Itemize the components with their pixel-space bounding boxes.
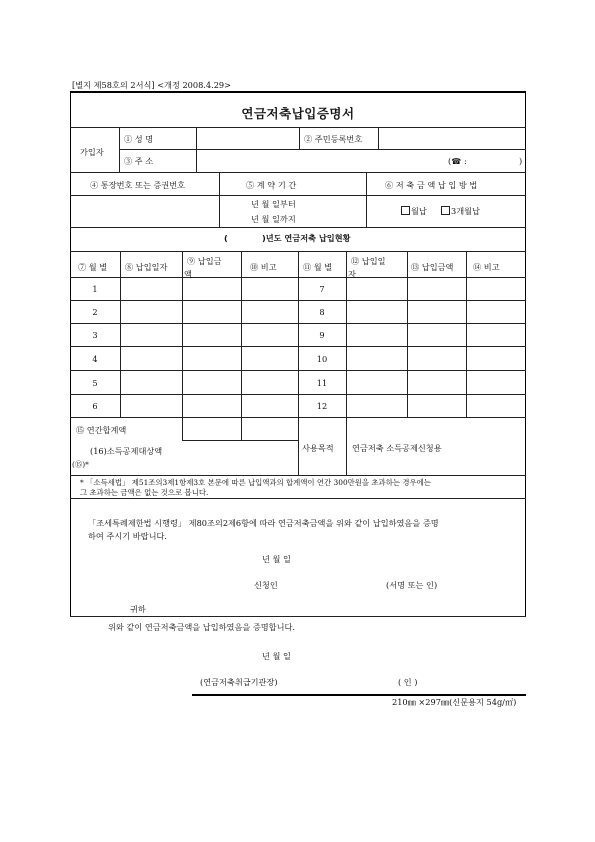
header-note-right: ⑭ 비고 [473, 262, 500, 272]
header-date-right-wrap: 자 [348, 269, 356, 279]
request-date: 년 월 일 [262, 554, 291, 564]
monthly-label: 월납 [411, 206, 427, 216]
header-month-left: ⑦ 월 별 [78, 262, 108, 272]
rule-rrn-left [299, 127, 300, 149]
rule-contract-col1 [219, 172, 220, 227]
month-cell: 5 [92, 378, 98, 388]
header-amount-right: ⑬ 납입금액 [411, 262, 454, 272]
certify-text: 위와 같이 연금저축금액을 납입하였음을 증명합니다. [108, 622, 296, 632]
form-header-note: [별지 제58호의 2서식] <개정 2008.4.29> [72, 80, 231, 90]
month-cell: 3 [92, 330, 98, 340]
period-to: 년 월 일까지 [251, 214, 296, 224]
section-title-open: ( [224, 233, 228, 243]
institution-label: (연금저축취급기관장) [200, 677, 278, 687]
header-date-left: ⑧ 납입일자 [125, 262, 168, 272]
rule-total-mid [182, 440, 298, 441]
deduction-prefix: (⑮)* [72, 460, 89, 469]
footnote-line-1: * 「소득세법」 제51조의3제1항제3호 본문에 따른 납입액과의 합계액이 연간 300만원을 초과하는 경우에는 [80, 478, 431, 487]
header-amount-left-wrap: 액 [184, 269, 192, 279]
rule-total-bottom [70, 475, 526, 476]
frame-top [70, 91, 526, 93]
phone-label: (☎ : [448, 156, 467, 166]
applicant-field[interactable] [298, 576, 378, 590]
header-amount-left: ⑨ 납입금 [187, 256, 222, 266]
checkbox-icon[interactable] [401, 206, 410, 215]
rule-rrn-right [378, 127, 379, 149]
frame-right [525, 91, 526, 617]
month-cell: 10 [316, 354, 328, 364]
applicant-label: 신청인 [254, 580, 278, 590]
month-cell: 2 [92, 307, 98, 317]
deduction-label: (16)소득공제대상액 [90, 446, 163, 456]
month-cell: 9 [319, 330, 325, 340]
month-cell: 12 [316, 401, 328, 411]
annual-total-label: ⑮ 연간합계액 [76, 425, 127, 435]
paper-size-note: 210㎜ ×297㎜(신문용지 54g/㎡) [392, 697, 517, 707]
rule-col-7 [466, 251, 467, 417]
month-cell: 7 [319, 284, 325, 294]
section-title: )년도 연금저축 납입현황 [262, 233, 351, 243]
subscriber-label: 가입자 [80, 147, 104, 157]
rule-contract-col2 [366, 172, 367, 227]
rule-col-6 [407, 251, 408, 417]
checkbox-icon[interactable] [441, 206, 450, 215]
address-field[interactable] [200, 152, 440, 169]
month-cell: 4 [92, 354, 98, 364]
request-line-2: 하여 주시기 바랍니다. [88, 531, 167, 541]
quarterly-label: 3개월납 [451, 206, 480, 216]
header-note-left: ⑩ 비고 [250, 262, 277, 272]
rule-col-1 [120, 251, 121, 417]
rule-col-3 [241, 251, 242, 440]
account-number-field[interactable] [74, 199, 216, 223]
contract-period-label: ⑤ 계 약 기 간 [246, 180, 297, 190]
rule-col-5 [346, 251, 347, 475]
address-label: ③ 주 소 [124, 156, 154, 166]
purpose-value: 연금저축 소득공제신청용 [352, 443, 442, 453]
header-date-right: ⑫ 납입일 [351, 256, 386, 266]
month-cell: 8 [319, 307, 325, 317]
account-number-label: ④ 통장번호 또는 증권번호 [90, 180, 186, 190]
rule-section-top [70, 227, 526, 228]
period-from: 년 월 일부터 [251, 199, 296, 209]
frame-bottom [70, 616, 526, 617]
rrn-label: ② 주민등록번호 [304, 134, 363, 144]
name-label: ① 성 명 [124, 134, 154, 144]
rule-subscriber-mid [119, 149, 526, 150]
rule-footnote-bottom [70, 498, 526, 499]
header-month-right: ⑪ 월 별 [303, 262, 333, 272]
payment-method-label: ⑥ 저 축 금 액 납 입 방 법 [385, 180, 478, 190]
rrn-field[interactable] [382, 131, 522, 147]
frame-bottom-rule [192, 694, 526, 696]
rule-contract-mid [70, 195, 526, 196]
footnote-line-2: 그 초과하는 금액은 없는 것으로 봅니다. [80, 488, 209, 497]
certify-date: 년 월 일 [262, 651, 291, 661]
method-monthly-option[interactable] [401, 206, 427, 217]
signature-label: (서명 또는 인) [386, 580, 438, 590]
seal-label: ( 인 ) [398, 677, 418, 687]
month-cell: 6 [92, 401, 98, 411]
month-cell: 1 [92, 284, 98, 294]
rule-subscriber-top [70, 127, 526, 128]
rule-contract-top [70, 172, 526, 173]
month-cell: 11 [316, 378, 328, 388]
year-field[interactable] [232, 231, 260, 244]
recipient-label: 귀하 [130, 604, 146, 614]
name-field[interactable] [200, 131, 296, 147]
rule-col-2 [182, 251, 183, 440]
method-quarterly-option[interactable] [441, 206, 480, 217]
request-line-1: 「조세특례제한법 시행령」 제80조의2제6항에 따라 연금저축금액을 위와 같이 납입하였음을 증명 [88, 518, 439, 528]
form-title: 연금저축납입증명서 [241, 106, 355, 121]
purpose-label: 사용목적 [302, 443, 334, 453]
phone-close: ) [519, 156, 523, 166]
